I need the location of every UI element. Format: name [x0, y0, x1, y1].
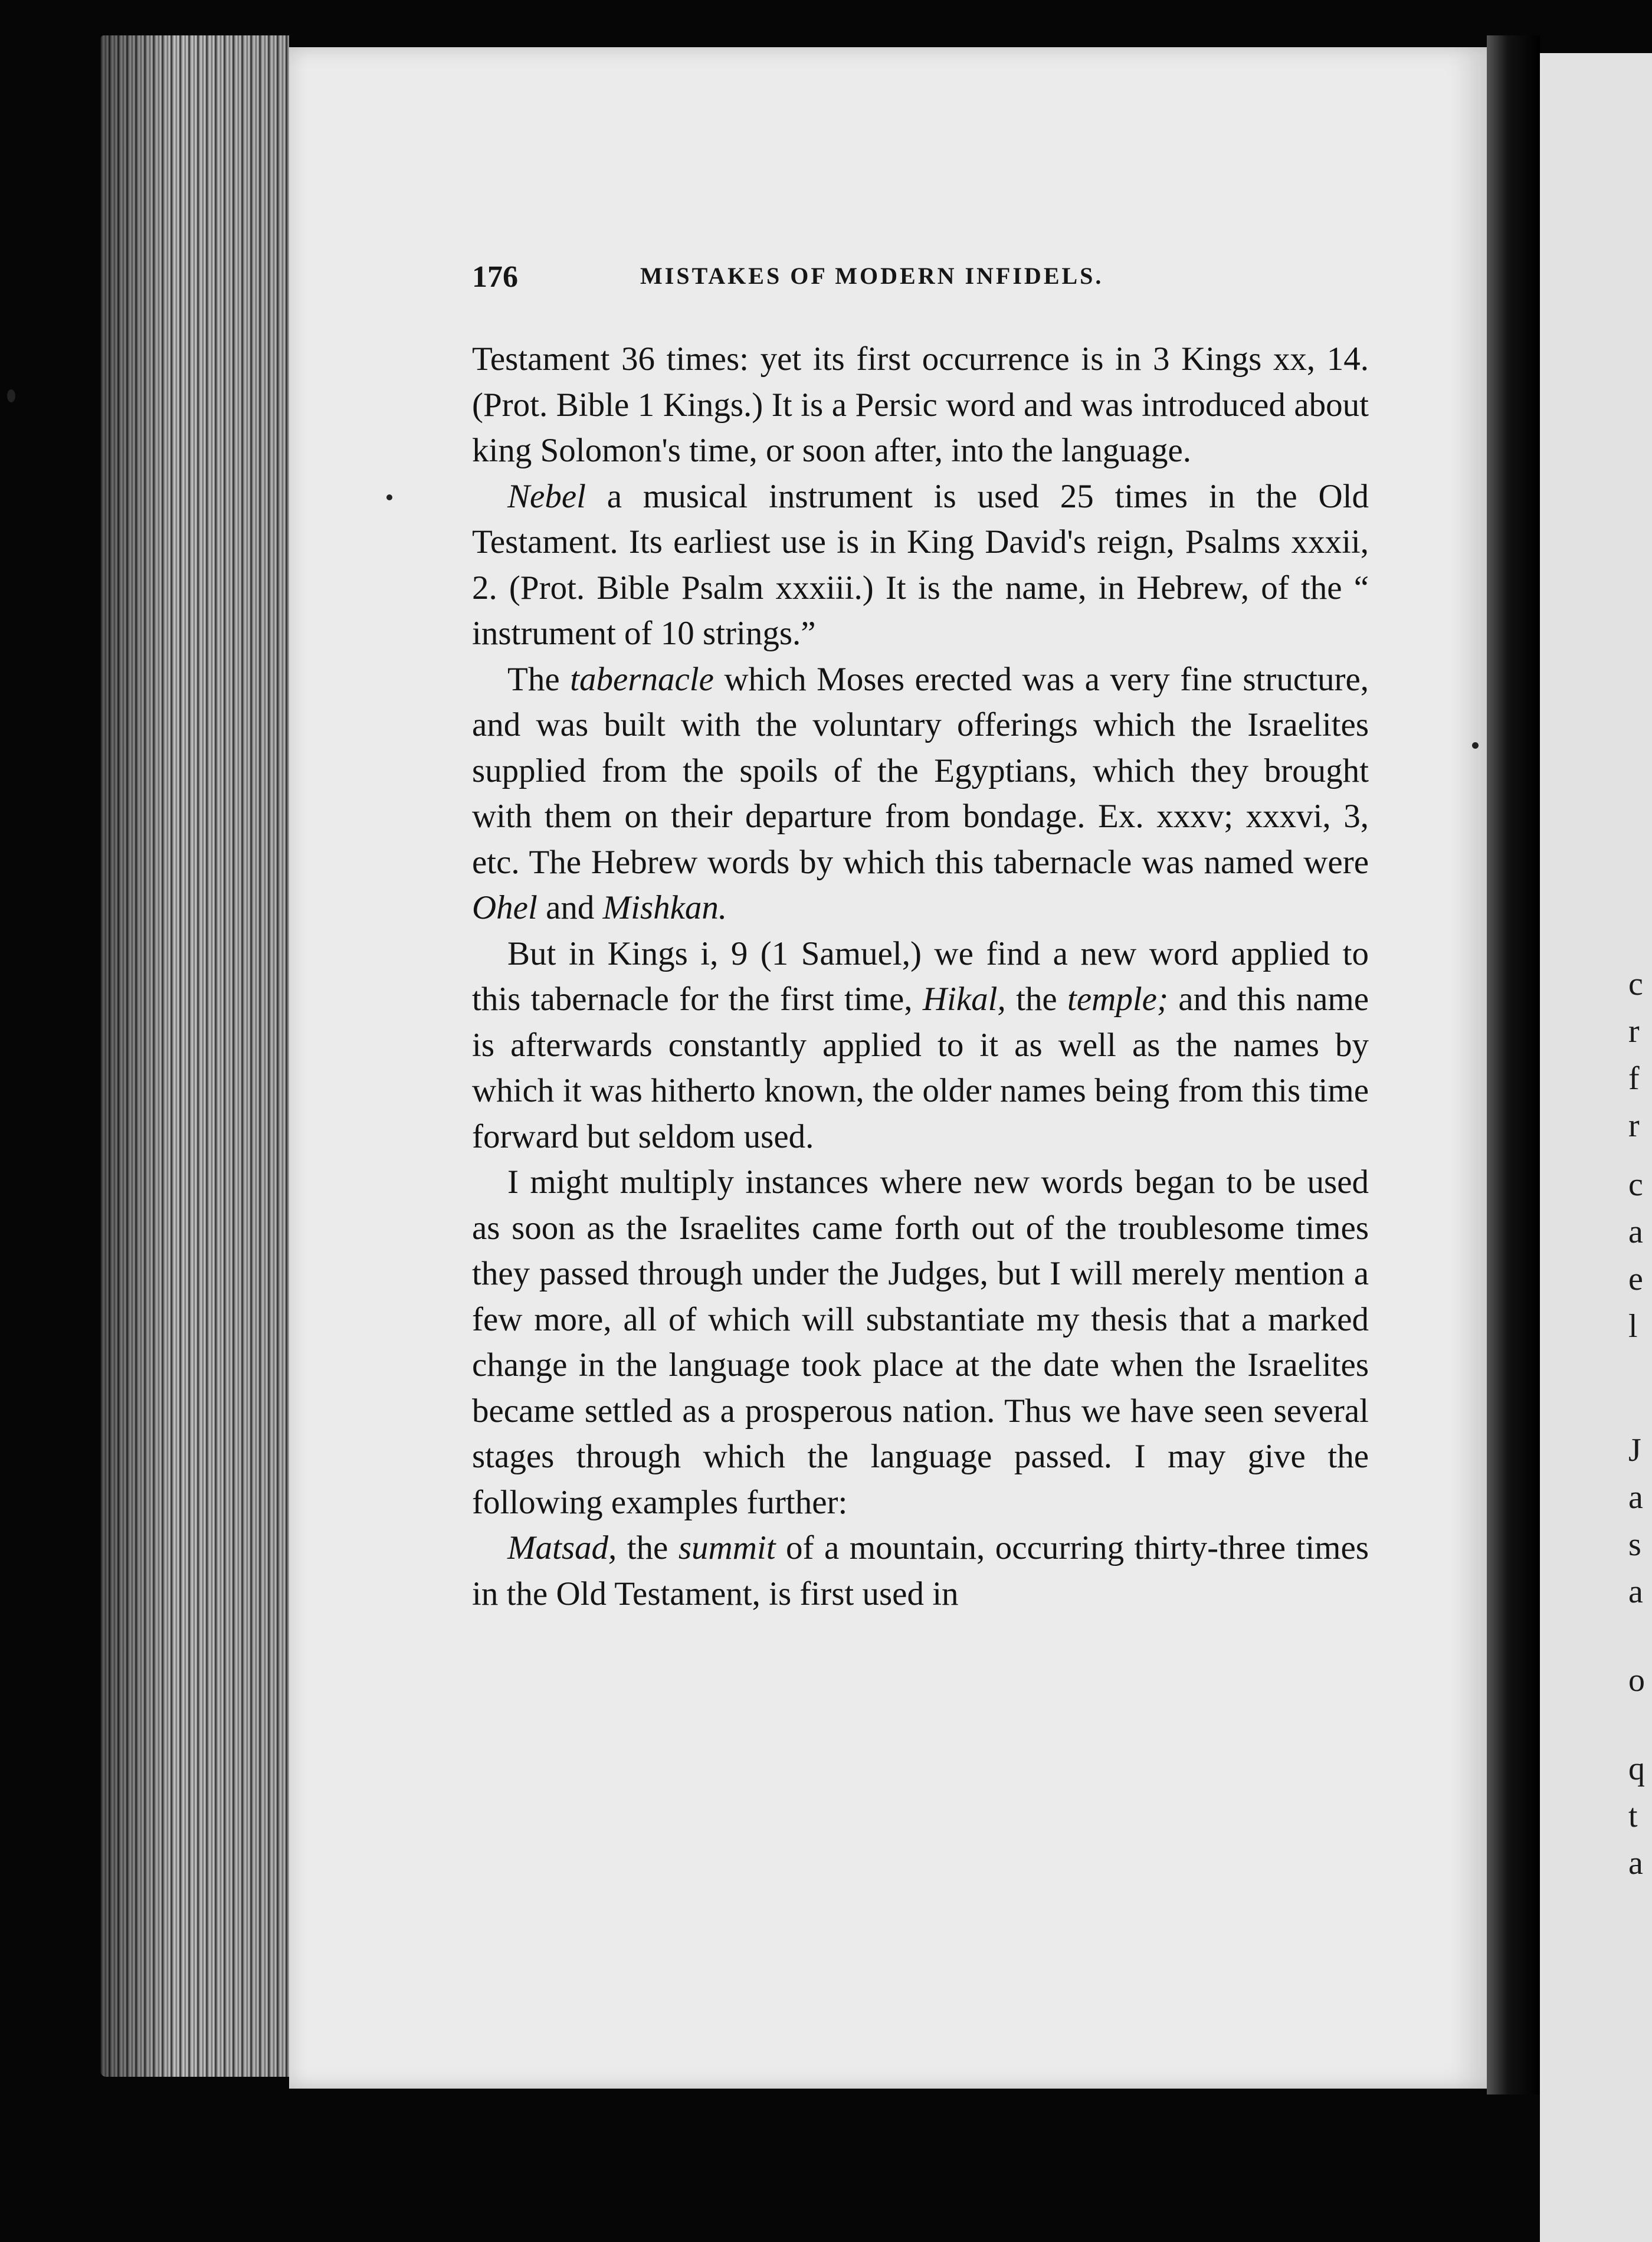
text-run: the [1005, 981, 1068, 1018]
next-page-letter: r [1628, 1107, 1640, 1144]
italic-term: tabernacle [570, 660, 714, 698]
text-run: But in Kings i, 9 (1 Samuel,) we find a new word applied to this tabernacle for the first time, [472, 935, 1369, 1018]
running-title: MISTAKES OF MODERN INFIDELS. [640, 263, 1104, 289]
text-run: a musical instrument is used 25 times in the Old Testament. Its earliest use is in King David's reign, Psalms xxxii, 2. (Prot. Bible Psalm xxxiii.) It is the name, in Hebrew, of the “ instrument of 10 strings.” [472, 477, 1369, 652]
text-run: Testament 36 times: yet its first occurrence is in 3 Kings xx, 14. (Prot. Bible 1 Kings.) It is a Persic word and was introduced about king Solomon's time, or soon after, into the language. [472, 340, 1369, 469]
next-page-letter: J [1628, 1432, 1641, 1469]
next-page-letter: a [1628, 1574, 1643, 1610]
italic-term: Hikal, [922, 981, 1006, 1018]
italic-term: summit [678, 1529, 776, 1566]
next-page-letter: l [1628, 1308, 1638, 1345]
running-head [472, 260, 1392, 307]
text-run: and this name is afterwards constantly applied to it as well as the names by which it was hitherto known, the older names being from this time forward but seldom used. [472, 981, 1369, 1155]
text-run: The [507, 660, 571, 698]
text-run: and [537, 889, 603, 926]
next-page-letter: c [1628, 1166, 1643, 1203]
print-speck [386, 494, 392, 500]
next-page-letter: c [1628, 966, 1643, 1002]
next-page-letter: e [1628, 1261, 1643, 1297]
next-page-letter: o [1628, 1662, 1645, 1699]
page-number: 176 [472, 260, 518, 294]
book-gutter [1487, 35, 1540, 2094]
next-page-letter: a [1628, 1479, 1643, 1516]
next-page-letter: f [1628, 1060, 1640, 1097]
next-page-letter: a [1628, 1214, 1643, 1250]
italic-term: Mishkan. [602, 889, 727, 926]
italic-term: Matsad, [507, 1529, 617, 1566]
body-paragraph [472, 931, 1369, 1160]
body-text [472, 336, 1369, 1617]
print-speck [7, 389, 15, 402]
text-run: I might multiply instances where new words began to be used as soon as the Israelites came forth out of the troublesome times they passed through under the Judges, but I will merely mention a few more, all of which will substantiate my thesis that a marked change in the language took place at the date when the Israelites became settled as a prosperous nation. Thus we have seen several stages through which the language passed. I may give the following examples further: [472, 1163, 1369, 1521]
print-speck [1472, 742, 1479, 749]
italic-term: Nebel [507, 477, 586, 515]
italic-term: temple; [1067, 981, 1168, 1018]
next-page-letter: t [1628, 1798, 1638, 1834]
body-paragraph [472, 336, 1369, 474]
next-page-letter: s [1628, 1526, 1641, 1563]
text-run: the [617, 1529, 678, 1566]
italic-term: Ohel [472, 889, 537, 926]
next-page-sliver [1540, 53, 1652, 2242]
body-paragraph [472, 1159, 1369, 1525]
body-paragraph [472, 474, 1369, 657]
body-paragraph [472, 657, 1369, 931]
next-page-letter: q [1628, 1751, 1645, 1787]
text-run: of a mountain, occurring thirty-three times in the Old Testament, is first used in [472, 1529, 1369, 1612]
next-page-letter: r [1628, 1013, 1640, 1050]
book-page-edges [100, 35, 289, 2077]
body-paragraph [472, 1525, 1369, 1617]
next-page-letter: a [1628, 1845, 1643, 1882]
text-run: which Moses erected was a very fine structure, and was built with the voluntary offerings which the Israelites supplied from the spoils of the Egyptians, which they brought with them on their departure from bondage. Ex. xxxv; xxxvi, 3, etc. The Hebrew words by which this tabernacle was named were [472, 660, 1369, 881]
